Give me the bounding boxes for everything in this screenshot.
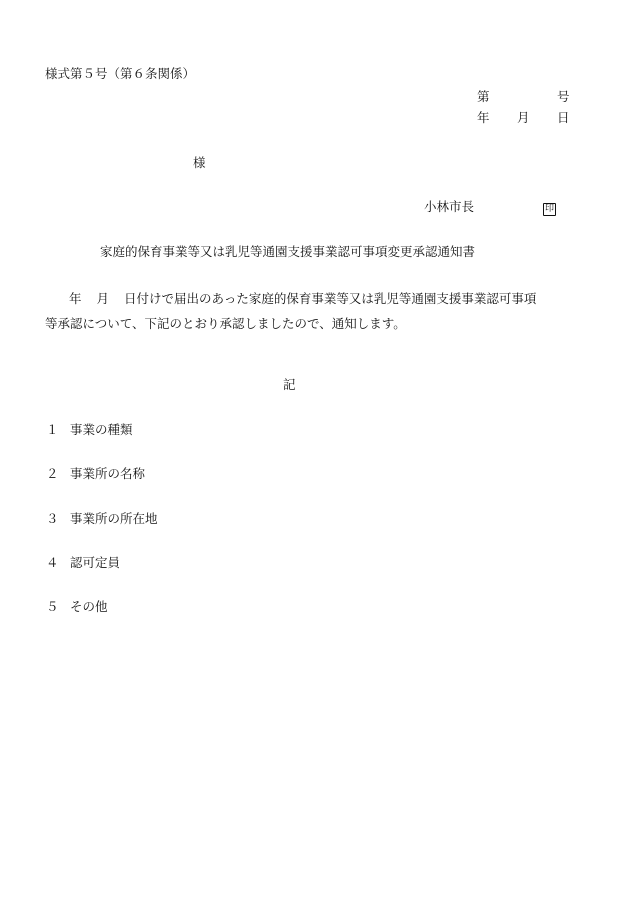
- ki-heading: 記: [283, 377, 296, 392]
- date-year: 年: [477, 110, 490, 125]
- list-item: [46, 557, 120, 570]
- form-label: 様式第５号（第６条関係）: [45, 66, 196, 81]
- number-prefix: 第: [477, 89, 490, 104]
- item-label: 事業所の名称: [70, 466, 146, 481]
- seal-char: 印: [544, 204, 554, 214]
- item-label: 事業所の所在地: [70, 511, 158, 526]
- number-suffix: 号: [557, 89, 570, 104]
- list-item: [46, 424, 133, 437]
- item-label: 認可定員: [70, 555, 121, 570]
- seal-mark: [543, 201, 556, 216]
- date-month: 月: [517, 110, 530, 125]
- list-item: [46, 468, 145, 481]
- item-number: １: [46, 422, 59, 437]
- item-label: その他: [70, 599, 108, 614]
- document-title: 家庭的保育事業等又は乳児等通園支援事業認可事項変更承認通知書: [100, 244, 476, 259]
- body-line-1: [45, 286, 585, 311]
- item-label: 事業の種類: [70, 422, 133, 437]
- item-number: ５: [46, 599, 59, 614]
- body-date-month: 月: [96, 291, 110, 306]
- body-line-2: 等承認について、下記のとおり承認しましたので、通知します。: [45, 316, 406, 331]
- issuer-name: 小林市長: [424, 199, 475, 214]
- body-paragraph: [45, 286, 585, 336]
- addressee-suffix: 様: [193, 155, 206, 170]
- body-line-1-rest: 日付けで届出のあった家庭的保育事業等又は乳児等通園支援事業認可事項: [124, 291, 537, 306]
- date-day: 日: [557, 110, 570, 125]
- item-number: ４: [46, 555, 59, 570]
- body-date-year: 年: [69, 291, 82, 306]
- list-item: [46, 601, 108, 614]
- list-item: [46, 513, 158, 526]
- item-number: ３: [46, 511, 59, 526]
- item-number: ２: [46, 466, 59, 481]
